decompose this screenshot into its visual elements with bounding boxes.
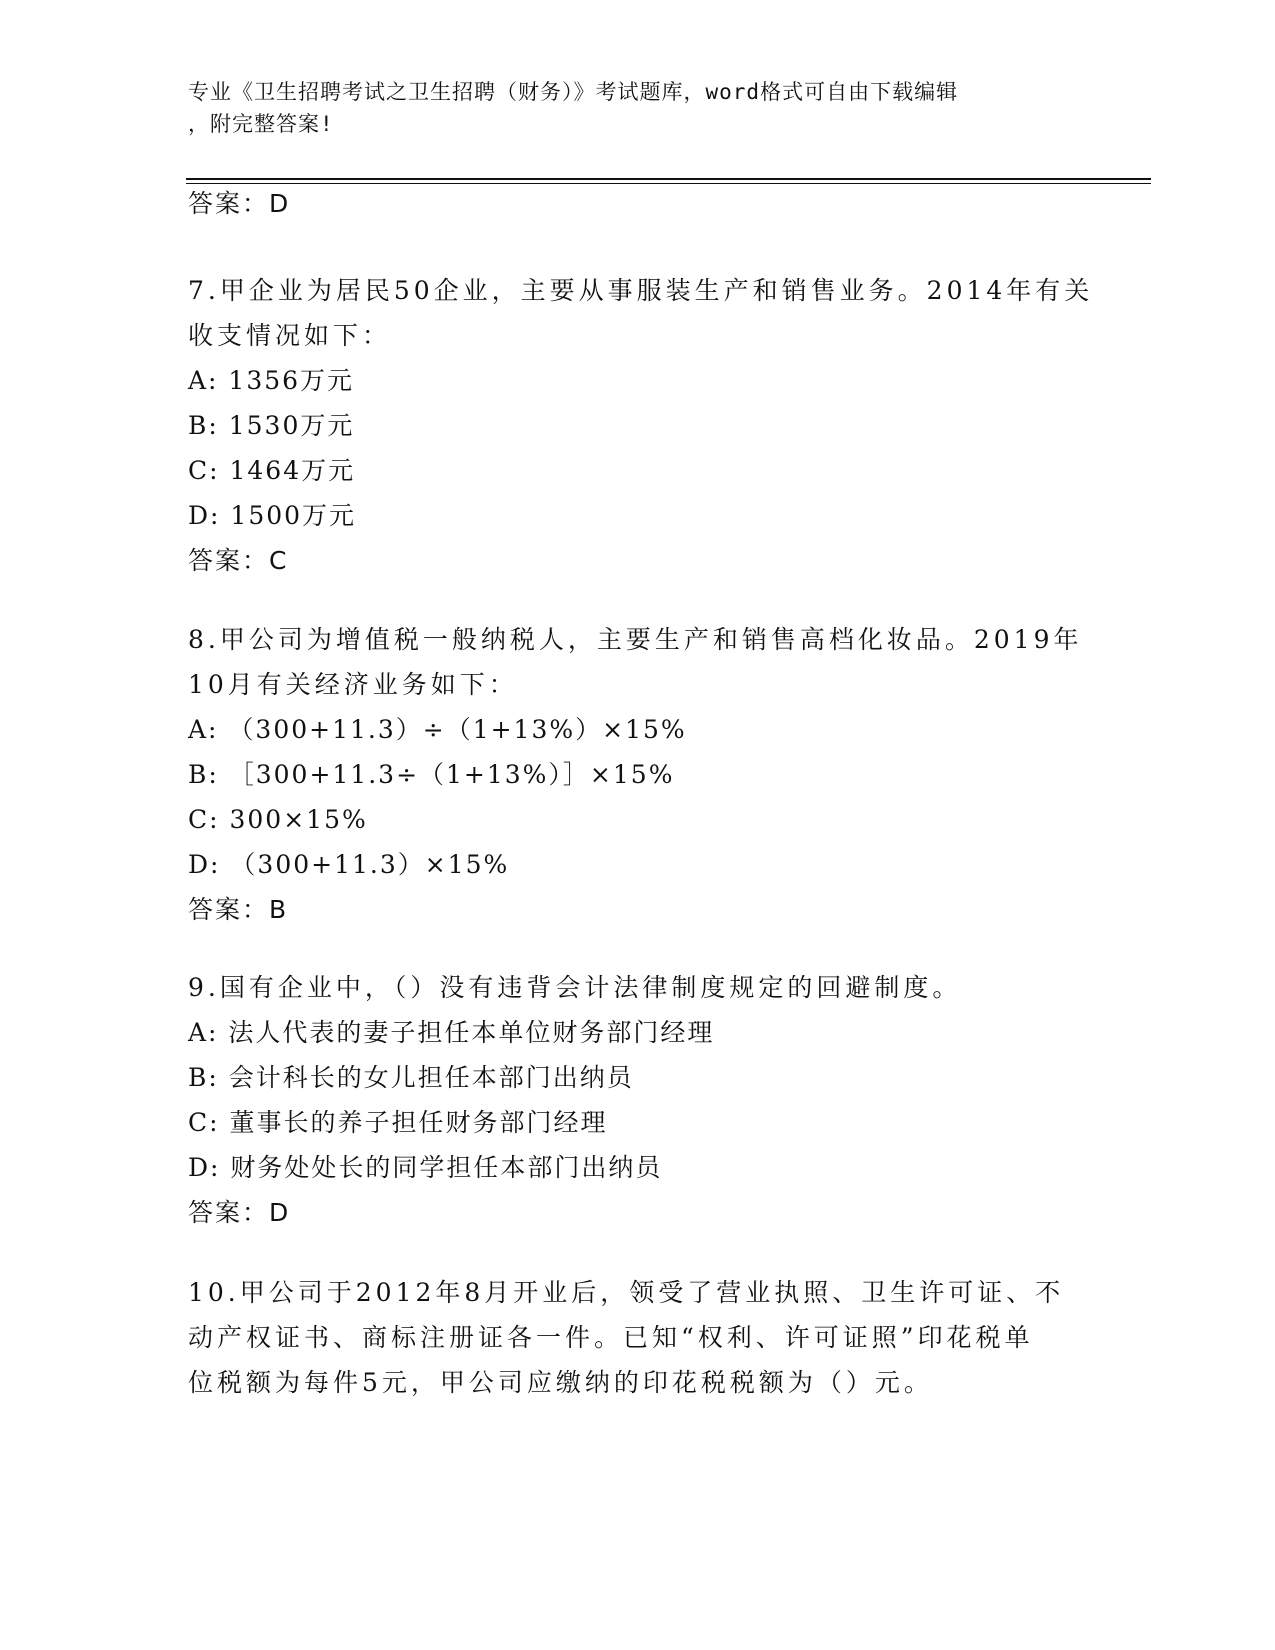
option-a: A: 1356万元 [188,366,355,395]
question-7 [188,268,1094,583]
question-stem-line: 7.甲企业为居民50企业，主要从事服装生产和销售业务。2014年有关 [188,276,1094,305]
answer-label: 答案：C [188,546,289,575]
question-8 [188,617,1088,932]
answer-label: 答案：D [188,1198,291,1227]
question-stem-line: 8.甲公司为增值税一般纳税人，主要生产和销售高档化妆品。2019年 [188,625,1083,654]
header-line-2: ，附完整答案! [188,112,334,136]
previous-answer-block [188,181,1088,226]
question-9 [188,965,1088,1235]
question-stem-line: 10月有关经济业务如下： [188,670,518,699]
answer-label: 答案：B [188,895,289,924]
option-d: D: 财务处处长的同学担任本部门出纳员 [188,1153,663,1182]
question-stem-line: 动产权证书、商标注册证各一件。已知“权利、许可证照”印花税单 [188,1323,1034,1352]
question-stem-line: 收支情况如下： [188,321,392,350]
question-stem-line: 位税额为每件5元，甲公司应缴纳的印花税税额为（）元。 [188,1368,933,1397]
answer-label: 答案：D [188,189,291,218]
page-header [188,76,1068,140]
option-b: B: ［300+11.3÷（1+13%）］×15% [188,760,675,789]
question-stem-line: 10.甲公司于2012年8月开业后，领受了营业执照、卫生许可证、不 [188,1278,1065,1307]
option-c: C: 300×15% [188,805,368,834]
option-b: B: 会计科长的女儿担任本部门出纳员 [188,1063,634,1092]
option-a: A: 法人代表的妻子担任本单位财务部门经理 [188,1018,715,1047]
option-d: D: （300+11.3）×15% [188,850,510,879]
question-stem-line: 9.国有企业中，（）没有违背会计法律制度规定的回避制度。 [188,973,962,1002]
option-c: C: 1464万元 [188,456,356,485]
option-d: D: 1500万元 [188,501,357,530]
header-line-1: 专业《卫生招聘考试之卫生招聘（财务）》考试题库，word格式可自由下载编辑 [188,80,959,104]
option-b: B: 1530万元 [188,411,355,440]
option-a: A: （300+11.3）÷（1+13%）×15% [188,715,687,744]
header-divider-thick [186,178,1151,180]
option-c: C: 董事长的养子担任财务部门经理 [188,1108,608,1137]
question-10 [188,1270,1088,1405]
